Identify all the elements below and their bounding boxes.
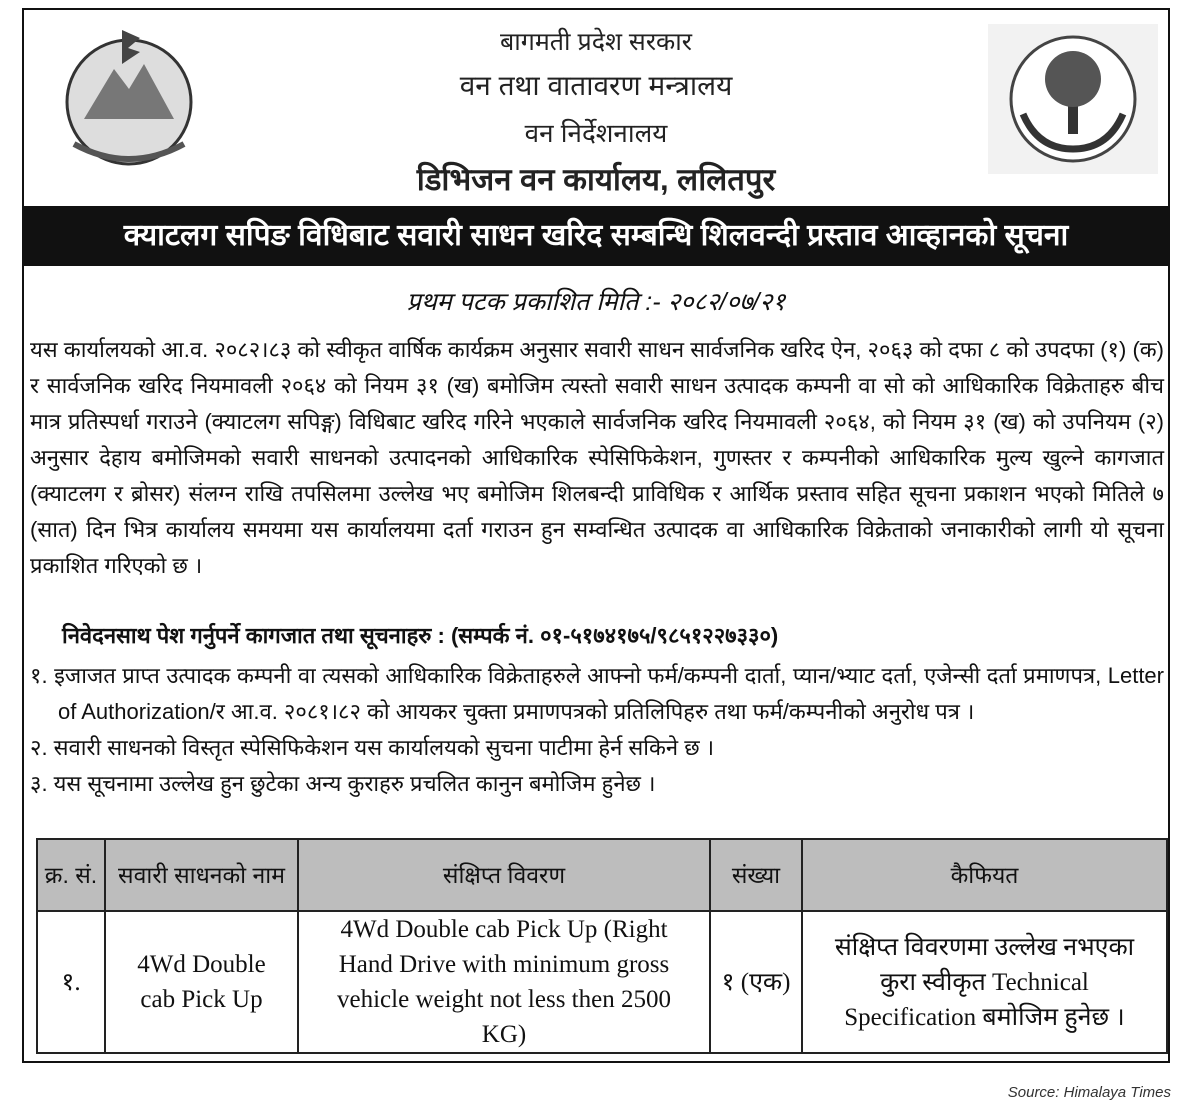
list-item: २. सवारी साधनको विस्तृत स्पेसिफिकेशन यस कार्यालयको सुचना पाटीमा हेर्न सकिने छ ।	[30, 735, 715, 760]
col-description: संक्षिप्त विवरण	[298, 839, 710, 911]
col-serial: क्र. सं.	[37, 839, 105, 911]
col-vehicle-name: सवारी साधनको नाम	[105, 839, 298, 911]
directorate-name: वन निर्देशनालय	[524, 118, 668, 148]
source-credit: Source: Himalaya Times	[1007, 1084, 1171, 1101]
header	[24, 10, 1168, 206]
cell-remarks: संक्षिप्त विवरणमा उल्लेख नभएका कुरा स्वीकृत Technical Specification बमोजिम हुनेछ ।	[802, 911, 1167, 1053]
office-name: डिभिजन वन कार्यालय, ललितपुर	[416, 162, 776, 197]
publish-date: प्रथम पटक प्रकाशित मिति :- २०८२/०७/२१	[406, 288, 786, 316]
list-item: ३. यस सूचनामा उल्लेख हुन छुटेका अन्य कुराहरु प्रचलित कानुन बमोजिम हुनेछ ।	[30, 771, 656, 796]
ministry-name: वन तथा वातावरण मन्त्रालय	[459, 70, 733, 101]
col-quantity: संख्या	[710, 839, 802, 911]
cell-description: 4Wd Double cab Pick Up (Right Hand Drive with minimum gross vehicle weight not less then 2500 KG)	[298, 911, 710, 1053]
documents-list	[30, 658, 1164, 802]
notice-title: क्याटलग सपिङ विधिबाट सवारी साधन खरिद सम्बन्धि शिलवन्दी प्रस्ताव आव्हानको सूचना	[24, 206, 1168, 266]
notice-body: यस कार्यालयको आ.व. २०८२।८३ को स्वीकृत वार्षिक कार्यक्रम अनुसार सवारी साधन सार्वजनिक खरिद ऐन, २०६३ को दफा ८ को उपदफा (१) (क) र सार्वजनिक खरिद नियमावली २०६४ को नियम ३१ (ख) बमोजिम त्यस्तो सवारी साधन उत्पादक कम्पनी वा सो को आधिकारिक विक्रेताहरु बीच मात्र प्रतिस्पर्धा गराउने (क्याटलग सपिङ्ग) विधिबाट खरिद गरिने भएकाले सार्वजनिक खरिद नियमावली २०६४, को नियम ३१ (ख) को उपनियम (२) अनुसार देहाय बमोजिमको सवारी साधनको उत्पादनको आधिकारिक स्पेसिफिकेशन, गुणस्तर र कम्पनीको आधिकारिक मुल्य खुल्ने कागजात (क्याटलग र ब्रोसर) संलग्न राखि तपसिलमा उल्लेख भए बमोजिम शिलबन्दी प्राविधिक र आर्थिक प्रस्ताव सहित सूचना प्रकाशन भएको मितिले ७ (सात) दिन भित्र कार्यालय समयमा यस कार्यालयमा दर्ता गराउन हुन सम्वन्धित उत्पादक वा आधिकारिक विक्रेताको जनाकारीको लागी यो सूचना प्रकाशित गरिएको छ ।	[30, 337, 1165, 578]
table-row	[37, 911, 1167, 1053]
notice-frame	[22, 8, 1170, 1063]
cell-vehicle-name: 4Wd Double cab Pick Up	[105, 911, 298, 1053]
province-name: बागमती प्रदेश सरकार	[500, 28, 692, 56]
col-remarks: कैफियत	[802, 839, 1167, 911]
vehicle-table	[36, 838, 1168, 1054]
table-header-row	[37, 839, 1167, 911]
documents-heading: निवेदनसाथ पेश गर्नुपर्ने कागजात तथा सूचनाहरु : (सम्पर्क नं. ०१-५१७४१७५/९८५१२२७३३०)	[62, 623, 779, 648]
cell-quantity: १ (एक)	[710, 911, 802, 1053]
list-item: १. इजाजत प्राप्त उत्पादक कम्पनी वा त्यसको आधिकारिक विक्रेताहरुले आफ्नो फर्म/कम्पनी दार्ता, प्यान/भ्याट दर्ता, एजेन्सी दर्ता प्रमाणपत्र, Letter of Authorization/र आ.व. २०८१।८२ को आयकर चुक्ता प्रमाणपत्रको प्रतिलिपिहरु तथा फर्म/कम्पनीको अनुरोध पत्र ।	[30, 663, 1164, 724]
cell-serial: १.	[37, 911, 105, 1053]
forest-logo-icon	[988, 24, 1158, 174]
